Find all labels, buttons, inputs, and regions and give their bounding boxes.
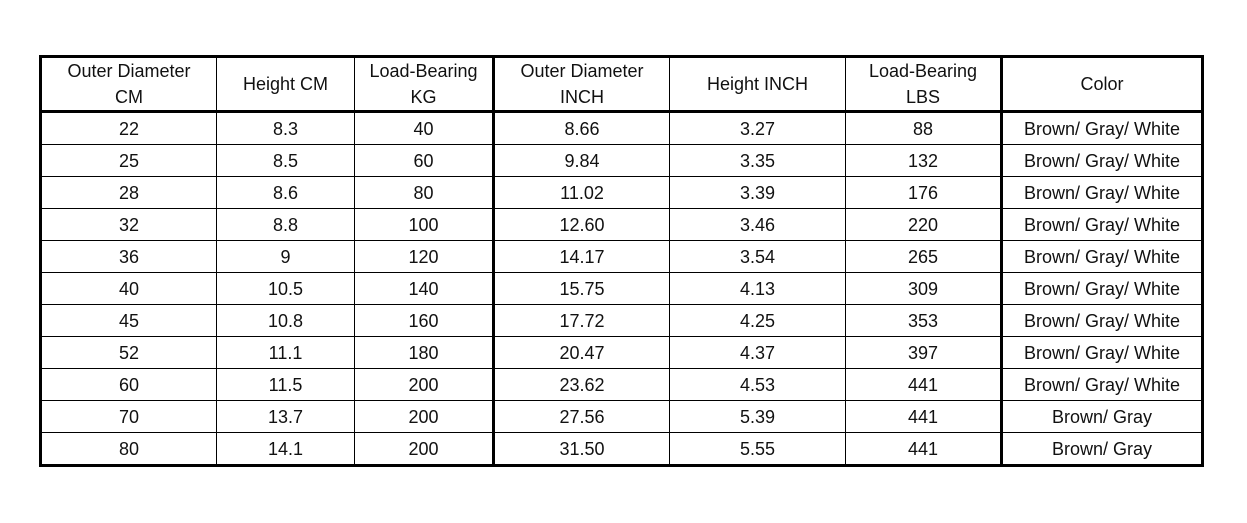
- cell-height-inch: 3.27: [670, 112, 846, 145]
- table-row: [41, 433, 1203, 466]
- cell-height-inch: 4.25: [670, 305, 846, 337]
- cell-outer-diameter-inch: 17.72: [494, 305, 670, 337]
- cell-outer-diameter-inch: 14.17: [494, 241, 670, 273]
- cell-height-cm: 14.1: [217, 433, 355, 466]
- cell-load-bearing-lbs: 132: [846, 145, 1002, 177]
- cell-height-inch: 3.54: [670, 241, 846, 273]
- cell-outer-diameter-cm: 32: [41, 209, 217, 241]
- table-body: [41, 112, 1203, 466]
- cell-load-bearing-kg: 160: [355, 305, 494, 337]
- cell-load-bearing-kg: 140: [355, 273, 494, 305]
- table-row: [41, 401, 1203, 433]
- cell-color: Brown/ Gray/ White: [1002, 209, 1203, 241]
- cell-outer-diameter-cm: 52: [41, 337, 217, 369]
- table-row: [41, 145, 1203, 177]
- cell-outer-diameter-cm: 28: [41, 177, 217, 209]
- header-load-bearing-kg: Load-Bearing KG: [355, 57, 494, 112]
- cell-color: Brown/ Gray: [1002, 401, 1203, 433]
- header-outer-diameter-inch: Outer Diameter INCH: [494, 57, 670, 112]
- cell-color: Brown/ Gray/ White: [1002, 112, 1203, 145]
- table-row: [41, 112, 1203, 145]
- cell-height-cm: 8.3: [217, 112, 355, 145]
- table-row: [41, 177, 1203, 209]
- header-color: Color: [1002, 57, 1203, 112]
- cell-height-cm: 9: [217, 241, 355, 273]
- cell-color: Brown/ Gray/ White: [1002, 337, 1203, 369]
- cell-height-cm: 8.5: [217, 145, 355, 177]
- header-height-inch: Height INCH: [670, 57, 846, 112]
- header-outer-diameter-cm: Outer Diameter CM: [41, 57, 217, 112]
- cell-outer-diameter-inch: 12.60: [494, 209, 670, 241]
- cell-color: Brown/ Gray/ White: [1002, 241, 1203, 273]
- cell-height-cm: 10.5: [217, 273, 355, 305]
- cell-outer-diameter-cm: 60: [41, 369, 217, 401]
- cell-load-bearing-kg: 180: [355, 337, 494, 369]
- cell-load-bearing-kg: 60: [355, 145, 494, 177]
- cell-color: Brown/ Gray: [1002, 433, 1203, 466]
- cell-outer-diameter-cm: 40: [41, 273, 217, 305]
- size-spec-table: [39, 55, 1204, 467]
- cell-outer-diameter-inch: 23.62: [494, 369, 670, 401]
- table-row: [41, 241, 1203, 273]
- header-height-cm: Height CM: [217, 57, 355, 112]
- cell-outer-diameter-cm: 45: [41, 305, 217, 337]
- cell-height-cm: 11.5: [217, 369, 355, 401]
- cell-outer-diameter-cm: 36: [41, 241, 217, 273]
- cell-color: Brown/ Gray/ White: [1002, 145, 1203, 177]
- cell-load-bearing-lbs: 309: [846, 273, 1002, 305]
- cell-outer-diameter-inch: 31.50: [494, 433, 670, 466]
- cell-outer-diameter-cm: 22: [41, 112, 217, 145]
- table-row: [41, 305, 1203, 337]
- cell-outer-diameter-inch: 8.66: [494, 112, 670, 145]
- table-row: [41, 369, 1203, 401]
- table-row: [41, 209, 1203, 241]
- cell-height-inch: 4.37: [670, 337, 846, 369]
- cell-outer-diameter-inch: 9.84: [494, 145, 670, 177]
- cell-height-cm: 8.8: [217, 209, 355, 241]
- cell-height-inch: 5.39: [670, 401, 846, 433]
- cell-outer-diameter-cm: 80: [41, 433, 217, 466]
- table-header-row: [41, 57, 1203, 112]
- header-load-bearing-lbs: Load-Bearing LBS: [846, 57, 1002, 112]
- cell-outer-diameter-inch: 11.02: [494, 177, 670, 209]
- cell-outer-diameter-inch: 20.47: [494, 337, 670, 369]
- cell-height-inch: 5.55: [670, 433, 846, 466]
- cell-load-bearing-kg: 100: [355, 209, 494, 241]
- cell-load-bearing-kg: 200: [355, 401, 494, 433]
- table-row: [41, 273, 1203, 305]
- cell-height-cm: 13.7: [217, 401, 355, 433]
- cell-load-bearing-lbs: 88: [846, 112, 1002, 145]
- cell-load-bearing-lbs: 265: [846, 241, 1002, 273]
- cell-load-bearing-lbs: 441: [846, 401, 1002, 433]
- cell-load-bearing-kg: 120: [355, 241, 494, 273]
- cell-outer-diameter-cm: 25: [41, 145, 217, 177]
- cell-load-bearing-lbs: 441: [846, 433, 1002, 466]
- cell-height-inch: 4.53: [670, 369, 846, 401]
- cell-color: Brown/ Gray/ White: [1002, 273, 1203, 305]
- cell-load-bearing-lbs: 397: [846, 337, 1002, 369]
- cell-height-cm: 11.1: [217, 337, 355, 369]
- table-row: [41, 337, 1203, 369]
- cell-load-bearing-lbs: 441: [846, 369, 1002, 401]
- cell-height-cm: 10.8: [217, 305, 355, 337]
- cell-outer-diameter-inch: 15.75: [494, 273, 670, 305]
- cell-height-inch: 4.13: [670, 273, 846, 305]
- cell-color: Brown/ Gray/ White: [1002, 305, 1203, 337]
- cell-load-bearing-kg: 200: [355, 433, 494, 466]
- cell-outer-diameter-inch: 27.56: [494, 401, 670, 433]
- cell-color: Brown/ Gray/ White: [1002, 369, 1203, 401]
- cell-load-bearing-kg: 40: [355, 112, 494, 145]
- cell-load-bearing-kg: 200: [355, 369, 494, 401]
- cell-load-bearing-lbs: 353: [846, 305, 1002, 337]
- cell-height-cm: 8.6: [217, 177, 355, 209]
- cell-height-inch: 3.35: [670, 145, 846, 177]
- cell-load-bearing-lbs: 176: [846, 177, 1002, 209]
- cell-height-inch: 3.46: [670, 209, 846, 241]
- cell-load-bearing-kg: 80: [355, 177, 494, 209]
- cell-load-bearing-lbs: 220: [846, 209, 1002, 241]
- cell-color: Brown/ Gray/ White: [1002, 177, 1203, 209]
- cell-outer-diameter-cm: 70: [41, 401, 217, 433]
- cell-height-inch: 3.39: [670, 177, 846, 209]
